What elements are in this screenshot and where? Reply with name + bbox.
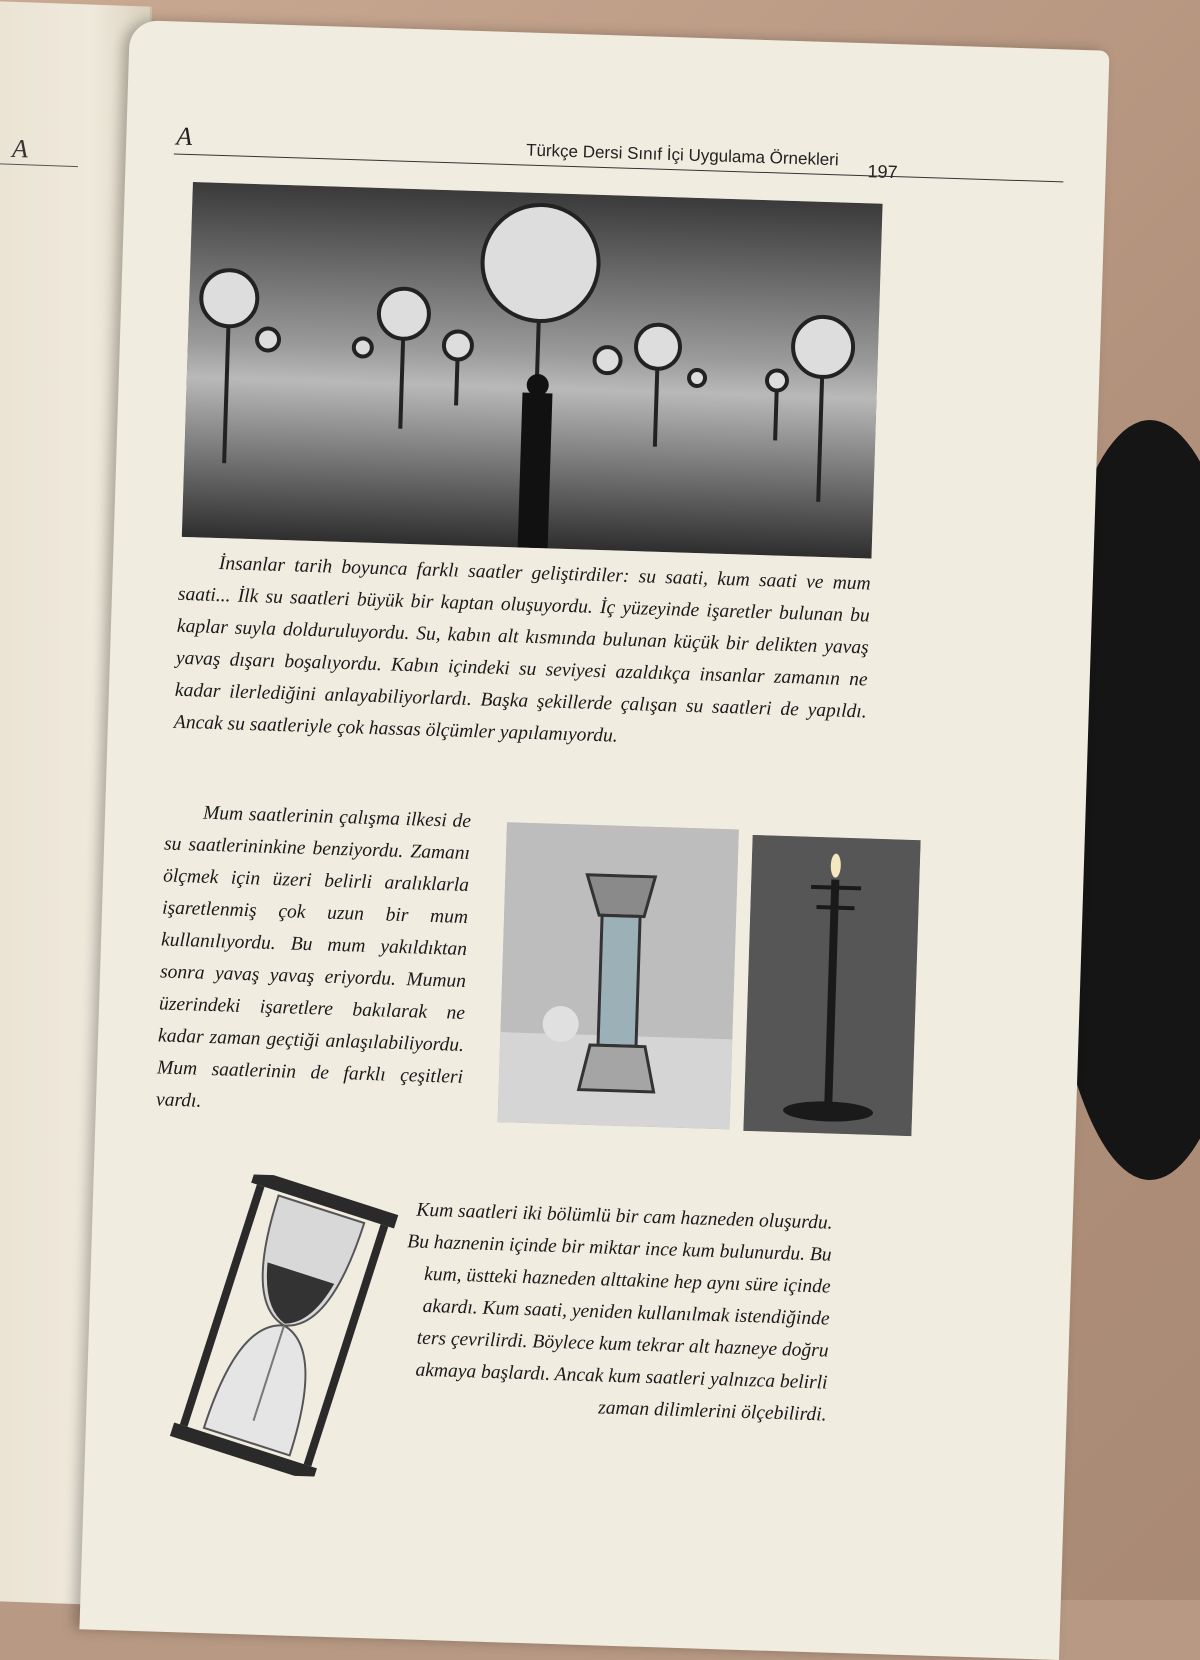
water-clock-paragraph: İnsanlar tarih boyunca farklı saatler geliştirdiler: su saati, kum saati ve mum saati... İlk su saatleri büyük bir kaptan oluşuyordu. İç yüzeyinde işaretler bulunan bu kaplar suyla dolduruluyordu. Su, kabın alt kısmında bulunan küçük bir delikten yavaş yavaş dışarı boşalıyordu. Kabın içindeki su seviyesi azaldıkça insanlar zamanın ne kadar ilerlediğini anlayabiliyorlardı. Başka şekillerde çalışan su saatleri de yapıldı. Ancak su saatleriyle çok hassas ölçümler yapılamıyordu. [173,553,871,747]
book-page [79,20,1109,1660]
header-title: Türkçe Dersi Sınıf İçi Uygulama Örnekleri [525,140,839,170]
candle-clock-paragraph: Mum saatlerinin çalışma ilkesi de su saatlerininkine benziyordu. Zamanı ölçmek için üzeri belirli aralıklarla işaretlenmiş çok uzun bir mum kullanılıyordu. Bu mum yakıldıktan sonra yavaş yavaş eriyordu. Mumun üzerindeki işaretlere bakılarak ne kadar zaman geçtiği anlaşılabiliyordu. Mum saatlerinin de farklı çeşitleri vardı. [155,802,472,1112]
glass-candle-clock-photo [498,822,739,1129]
hourglass-illustration [164,1172,403,1479]
page-number: 197 [867,161,898,183]
marked-candle-stick-photo [743,835,920,1136]
surreal-clock-field-photo [182,182,883,558]
sand-clock-paragraph: Kum saatleri iki bölümlü bir cam hazneden oluşurdu. Bu haznenin içinde bir miktar ince kum bulunurdu. Bu kum, üstteki hazneden alttakine hep aynı süre içinde akardı. Kum saati, yeniden kullanılmak istendiğinde ters çevrilirdi. Böylece kum tekrar alt hazneye doğru akmaya başlardı. Ancak kum saatleri yalnızca belirli zaman dilimlerini ölçebilirdi. [407,1199,833,1426]
left-page-logo: A [12,133,28,164]
header-logo: A [175,121,193,152]
